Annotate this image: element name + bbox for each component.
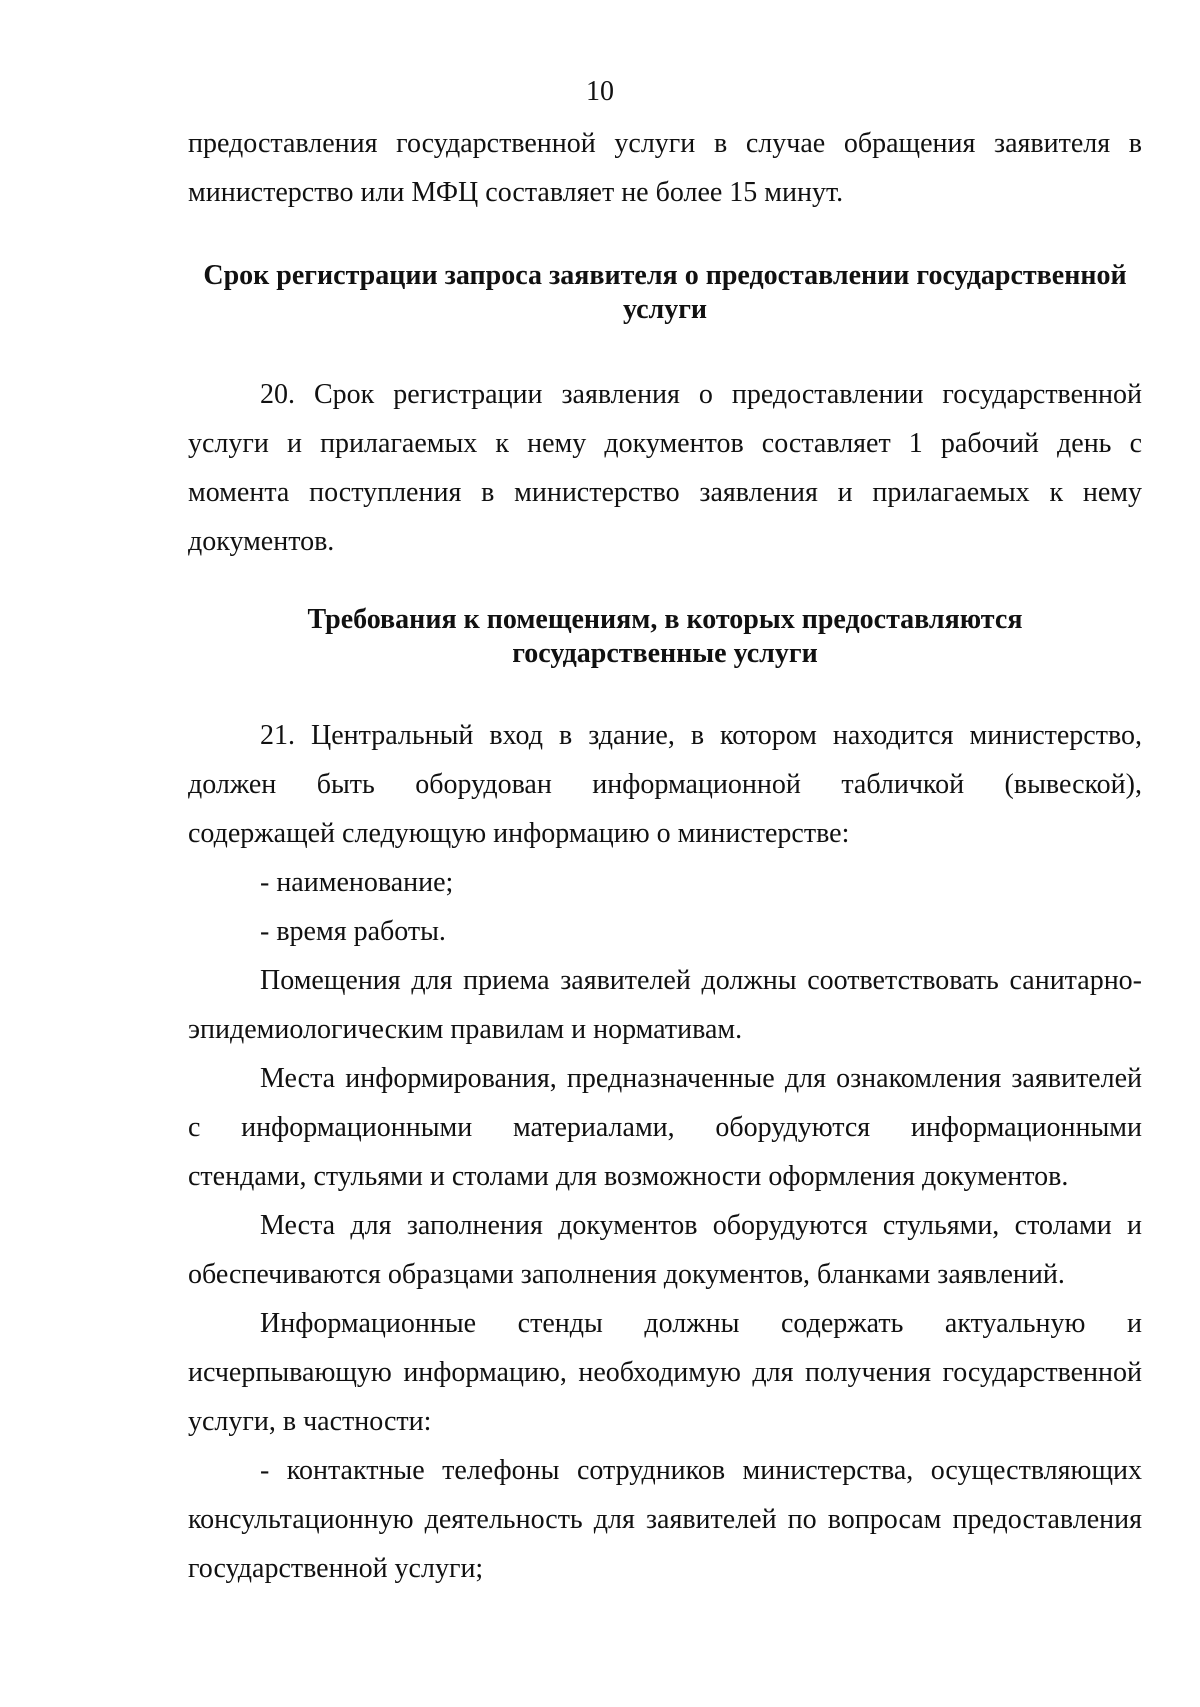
- top-paragraph: [188, 119, 1142, 217]
- section-heading-registration: [188, 259, 1142, 327]
- text-line: 20. Срок регистрации заявления о предоставлении государственной: [260, 379, 1142, 410]
- heading-line: услуги: [622, 294, 708, 325]
- text-line: должен быть оборудован информационной табличкой (вывеской),: [188, 769, 1142, 800]
- text-line: Информационные стенды должны содержать актуальную и: [260, 1308, 1142, 1339]
- text-line: 21. Центральный вход в здание, в котором находится министерство,: [260, 720, 1142, 751]
- text-line: документов.: [188, 526, 335, 557]
- heading-line: Срок регистрации запроса заявителя о предоставлении государственной: [203, 260, 1127, 291]
- heading-line: Требования к помещениям, в которых предоставляются: [307, 604, 1023, 635]
- text-line: с информационными материалами, оборудуются информационными: [188, 1112, 1142, 1143]
- text-line: - контактные телефоны сотрудников министерства, осуществляющих: [260, 1455, 1142, 1486]
- text-line: эпидемиологическим правилам и нормативам.: [188, 1014, 743, 1045]
- list-item-hours: - время работы.: [260, 916, 446, 947]
- text-line: министерство или МФЦ составляет не более 15 минут.: [188, 177, 844, 208]
- text-line: момента поступления в министерство заявления и прилагаемых к нему: [188, 477, 1142, 508]
- text-line: Помещения для приема заявителей должны соответствовать санитарно-: [260, 965, 1142, 996]
- heading-line: государственные услуги: [512, 638, 818, 669]
- text-line: государственной услуги;: [188, 1553, 484, 1584]
- page-number: 10: [586, 76, 614, 107]
- paragraph-21-section: [188, 711, 1142, 1593]
- section-heading-premises: [188, 603, 1142, 671]
- paragraph-20: [188, 370, 1142, 566]
- text-line: услуги, в частности:: [188, 1406, 432, 1437]
- text-line: обеспечиваются образцами заполнения документов, бланками заявлений.: [188, 1259, 1065, 1290]
- text-line: исчерпывающую информацию, необходимую для получения государственной: [188, 1357, 1142, 1388]
- list-item-name: - наименование;: [260, 867, 454, 898]
- text-line: услуги и прилагаемых к нему документов составляет 1 рабочий день с: [188, 428, 1142, 459]
- text-line: содержащей следующую информацию о министерстве:: [188, 818, 850, 849]
- text-line: консультационную деятельность для заявителей по вопросам предоставления: [188, 1504, 1142, 1535]
- text-line: Места информирования, предназначенные для ознакомления заявителей: [260, 1063, 1142, 1094]
- text-line: стендами, стульями и столами для возможности оформления документов.: [188, 1161, 1069, 1192]
- text-line: предоставления государственной услуги в случае обращения заявителя в: [188, 128, 1142, 159]
- text-line: Места для заполнения документов оборудуются стульями, столами и: [260, 1210, 1142, 1241]
